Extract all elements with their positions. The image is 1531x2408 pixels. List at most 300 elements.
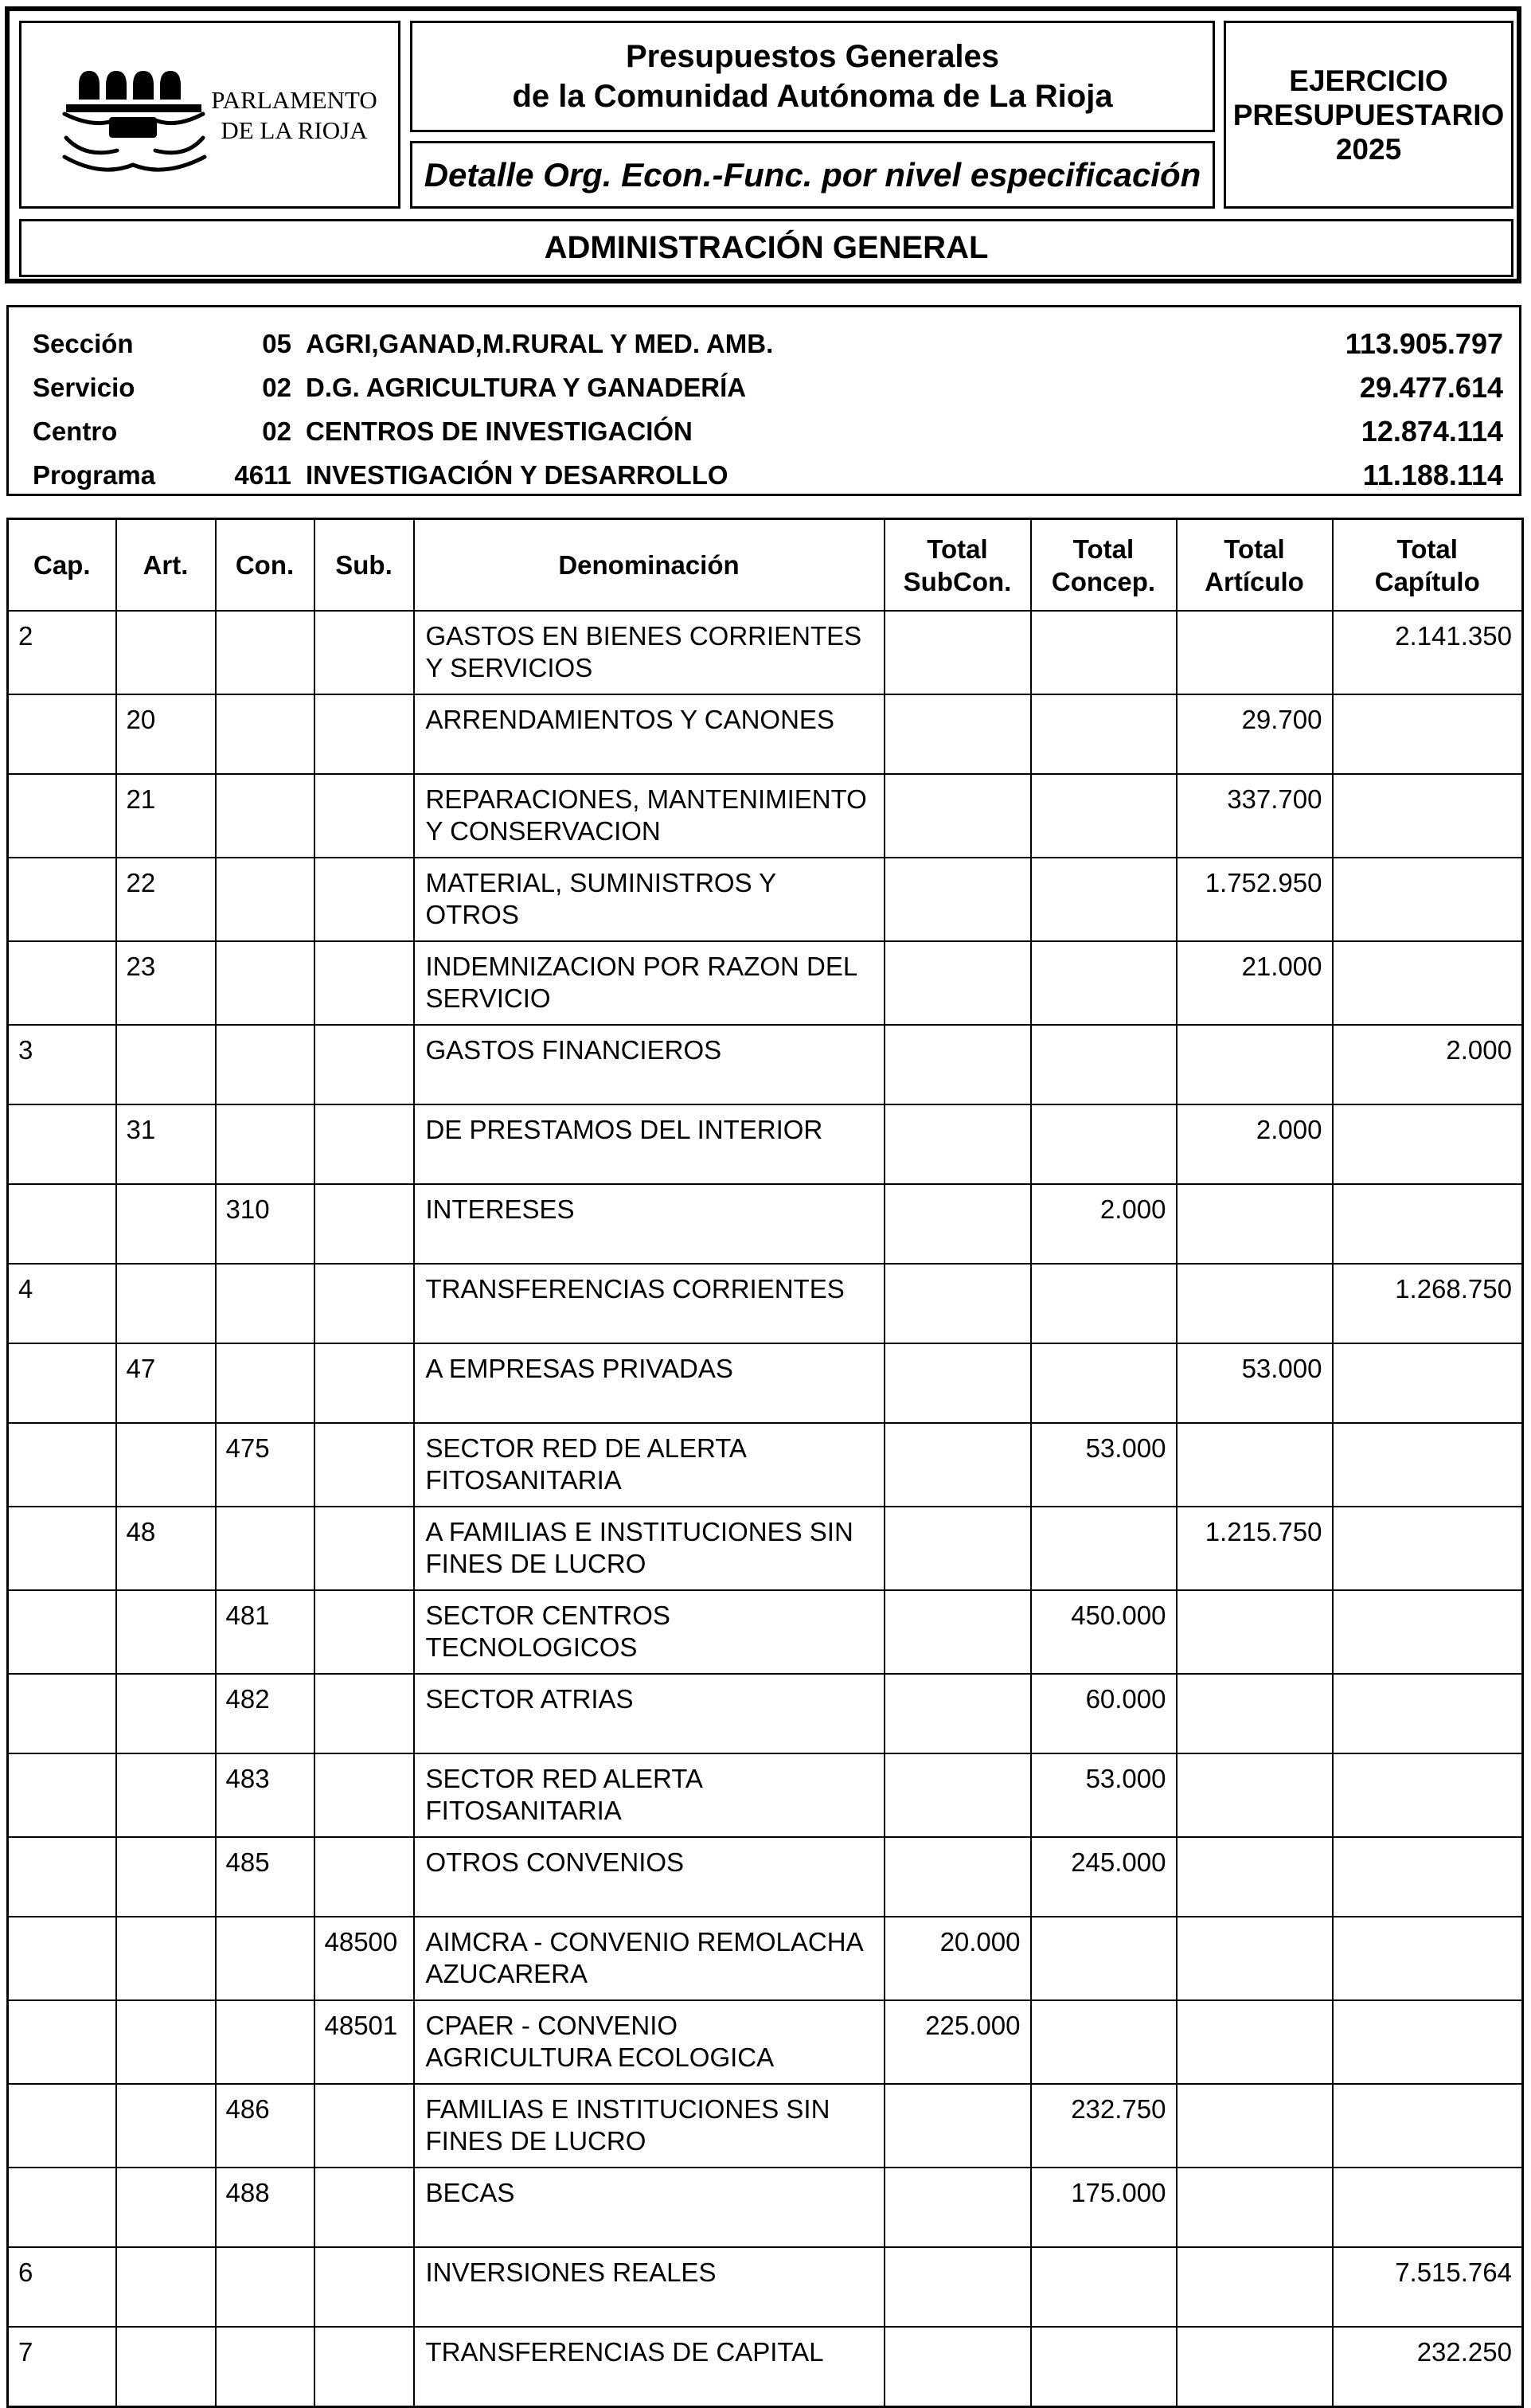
cell-denominacion (414, 941, 885, 1025)
cell-total-articulo (1177, 1423, 1333, 1507)
cell-total-concep: 2.000 (1031, 1184, 1177, 1264)
cell-denominacion (414, 1104, 885, 1184)
cell-art (116, 1917, 216, 2000)
cell-total-concep (1031, 1507, 1177, 1590)
cell-denominacion (414, 774, 885, 858)
header-total-subcon-line2: SubCon. (903, 566, 1012, 596)
summary-amount: 12.874.114 (1361, 415, 1503, 448)
cell-denominacion (414, 1184, 885, 1264)
cell-con (216, 774, 314, 858)
denominacion-line2: AZUCARERA (425, 1959, 588, 1988)
cell-total-articulo (1177, 1264, 1333, 1343)
cell-sub (314, 1025, 414, 1104)
cell-con: 310 (216, 1184, 314, 1264)
cell-total-subcon (885, 1753, 1031, 1837)
cell-total-subcon: 20.000 (885, 1917, 1031, 2000)
denominacion-line1: FAMILIAS E INSTITUCIONES SIN (425, 2094, 830, 2124)
cell-total-subcon (885, 774, 1031, 858)
cell-con (216, 941, 314, 1025)
summary-code: 4611 (234, 460, 291, 490)
denominacion-line1: INDEMNIZACION POR RAZON DEL (425, 952, 858, 981)
denominacion-line2: Y SERVICIOS (425, 653, 593, 682)
denominacion-line1: TRANSFERENCIAS DE CAPITAL (425, 2337, 824, 2367)
denominacion-line1: BECAS (425, 2178, 515, 2207)
cell-total-concep (1031, 2000, 1177, 2084)
cell-con (216, 1917, 314, 2000)
cell-total-subcon (885, 2247, 1031, 2327)
table-row (8, 1917, 1523, 2000)
cell-cap (8, 2000, 116, 2084)
table-row (8, 1837, 1523, 1917)
cell-sub (314, 611, 414, 694)
cell-sub (314, 1184, 414, 1264)
table-row (8, 1674, 1523, 1753)
cell-total-concep (1031, 2247, 1177, 2327)
header-total-articulo (1177, 519, 1333, 612)
cell-total-capitulo (1333, 1104, 1523, 1184)
denominacion-line1: GASTOS EN BIENES CORRIENTES (425, 621, 862, 651)
cell-total-subcon (885, 1184, 1031, 1264)
cell-total-articulo: 21.000 (1177, 941, 1333, 1025)
header-total-concep (1031, 519, 1177, 612)
table-row (8, 2168, 1523, 2247)
denominacion-line2: FINES DE LUCRO (425, 2126, 646, 2156)
cell-sub (314, 1507, 414, 1590)
cell-total-subcon (885, 1343, 1031, 1423)
denominacion-line1: DE PRESTAMOS DEL INTERIOR (425, 1115, 823, 1144)
cell-total-capitulo (1333, 1753, 1523, 1837)
parliament-name-line2: DE LA RIOJA (221, 116, 368, 144)
header-sub: Sub. (314, 519, 414, 612)
cell-art: 22 (116, 858, 216, 941)
cell-art (116, 2084, 216, 2168)
table-row (8, 1590, 1523, 1674)
cell-sub (314, 1104, 414, 1184)
table-row (8, 2327, 1523, 2406)
cell-art (116, 1674, 216, 1753)
denominacion-line1: A FAMILIAS E INSTITUCIONES SIN (425, 1517, 853, 1546)
cell-cap (8, 1917, 116, 2000)
cell-total-capitulo: 232.250 (1333, 2327, 1523, 2406)
cell-total-subcon (885, 611, 1031, 694)
cell-total-subcon (885, 858, 1031, 941)
cell-total-articulo (1177, 2084, 1333, 2168)
cell-total-concep: 53.000 (1031, 1423, 1177, 1507)
denominacion-line1: CPAER - CONVENIO (425, 2011, 678, 2040)
cell-total-capitulo: 7.515.764 (1333, 2247, 1523, 2327)
cell-con: 483 (216, 1753, 314, 1837)
header-total-concep-line2: Concep. (1051, 566, 1156, 596)
cell-cap (8, 858, 116, 941)
cell-art (116, 1753, 216, 1837)
denominacion-line1: AIMCRA - CONVENIO REMOLACHA (425, 1927, 864, 1956)
cell-art: 48 (116, 1507, 216, 1590)
cell-cap (8, 1837, 116, 1917)
cell-sub (314, 1837, 414, 1917)
table-row (8, 1753, 1523, 1837)
cell-denominacion (414, 2327, 885, 2406)
summary-code: 02 (262, 373, 291, 402)
cell-total-articulo (1177, 2000, 1333, 2084)
cell-sub (314, 774, 414, 858)
cell-con: 475 (216, 1423, 314, 1507)
cell-denominacion (414, 1423, 885, 1507)
table-row (8, 1507, 1523, 1590)
header-con: Con. (216, 519, 314, 612)
cell-denominacion (414, 1674, 885, 1753)
cell-cap (8, 2168, 116, 2247)
denominacion-line1: TRANSFERENCIAS CORRIENTES (425, 1274, 845, 1304)
cell-art: 21 (116, 774, 216, 858)
cell-total-capitulo (1333, 1423, 1523, 1507)
denominacion-line2: AGRICULTURA ECOLOGICA (425, 2042, 775, 2072)
cell-sub (314, 941, 414, 1025)
cell-total-concep: 245.000 (1031, 1837, 1177, 1917)
header-total-articulo-line1: Total (1224, 534, 1285, 564)
cell-cap: 4 (8, 1264, 116, 1343)
cell-total-concep (1031, 858, 1177, 941)
cell-con: 481 (216, 1590, 314, 1674)
cell-sub (314, 2084, 414, 2168)
cell-denominacion (414, 2247, 885, 2327)
cell-total-capitulo (1333, 1674, 1523, 1753)
cell-denominacion (414, 1837, 885, 1917)
cell-total-capitulo (1333, 774, 1523, 858)
denominacion-line1: OTROS CONVENIOS (425, 1847, 685, 1877)
table-row (8, 941, 1523, 1025)
cell-con (216, 1264, 314, 1343)
cell-con (216, 2247, 314, 2327)
cell-total-articulo (1177, 1590, 1333, 1674)
denominacion-line2: FINES DE LUCRO (425, 1549, 646, 1578)
report-subtitle: Detalle Org. Econ.-Func. por nivel especificación (410, 141, 1215, 209)
cell-art (116, 2247, 216, 2327)
cell-denominacion (414, 1590, 885, 1674)
cell-total-subcon (885, 694, 1031, 774)
fiscal-year-value: 2025 (1335, 132, 1402, 166)
cell-cap (8, 1104, 116, 1184)
cell-total-concep (1031, 774, 1177, 858)
cell-total-capitulo (1333, 1507, 1523, 1590)
cell-total-subcon (885, 1674, 1031, 1753)
cell-total-concep (1031, 1343, 1177, 1423)
table-header-row (8, 519, 1523, 612)
cell-total-capitulo: 2.000 (1333, 1025, 1523, 1104)
cell-total-capitulo (1333, 1917, 1523, 2000)
denominacion-line1: GASTOS FINANCIEROS (425, 1035, 722, 1065)
denominacion-line1: SECTOR RED DE ALERTA (425, 1433, 747, 1463)
denominacion-line1: REPARACIONES, MANTENIMIENTO (425, 784, 867, 814)
cell-art (116, 2000, 216, 2084)
denominacion-line1: SECTOR RED ALERTA (425, 1764, 703, 1793)
logo-box (19, 21, 400, 209)
cell-con: 486 (216, 2084, 314, 2168)
cell-cap: 6 (8, 2247, 116, 2327)
cell-denominacion (414, 1507, 885, 1590)
table-row (8, 774, 1523, 858)
cell-total-articulo (1177, 611, 1333, 694)
cell-con: 482 (216, 1674, 314, 1753)
summary-label: Centro (33, 416, 118, 446)
cell-cap: 7 (8, 2327, 116, 2406)
cell-total-concep: 175.000 (1031, 2168, 1177, 2247)
cell-total-concep (1031, 2327, 1177, 2406)
cell-total-articulo: 337.700 (1177, 774, 1333, 858)
cell-total-capitulo (1333, 694, 1523, 774)
cell-denominacion (414, 858, 885, 941)
table-row (8, 1343, 1523, 1423)
cell-total-articulo (1177, 1025, 1333, 1104)
summary-label: Programa (33, 460, 156, 490)
cell-con (216, 694, 314, 774)
cell-cap (8, 1507, 116, 1590)
cell-sub (314, 1753, 414, 1837)
summary-name: INVESTIGACIÓN Y DESARROLLO (306, 460, 728, 490)
cell-total-concep (1031, 1104, 1177, 1184)
cell-art (116, 1590, 216, 1674)
summary-code: 05 (262, 329, 291, 358)
denominacion-line2: FITOSANITARIA (425, 1796, 622, 1825)
cell-art: 20 (116, 694, 216, 774)
summary-name: D.G. AGRICULTURA Y GANADERÍA (306, 373, 747, 402)
header-total-subcon (885, 519, 1031, 612)
organizational-summary (6, 305, 1521, 496)
cell-denominacion (414, 2000, 885, 2084)
denominacion-line1: ARRENDAMIENTOS Y CANONES (425, 705, 834, 734)
cell-total-articulo (1177, 2327, 1333, 2406)
denominacion-line2: Y CONSERVACION (425, 816, 661, 846)
cell-total-capitulo: 1.268.750 (1333, 1264, 1523, 1343)
cell-total-concep (1031, 1025, 1177, 1104)
cell-total-capitulo (1333, 1343, 1523, 1423)
cell-cap: 3 (8, 1025, 116, 1104)
fiscal-year-line1: EJERCICIO (1289, 64, 1448, 97)
cell-total-subcon (885, 2168, 1031, 2247)
summary-amount: 29.477.614 (1359, 371, 1503, 404)
summary-row-programa (9, 453, 1519, 498)
parliament-name (197, 85, 392, 146)
cell-total-subcon (885, 1590, 1031, 1674)
denominacion-line2: SERVICIO (425, 983, 551, 1013)
cell-sub (314, 1674, 414, 1753)
cell-denominacion (414, 1025, 885, 1104)
cell-sub: 48500 (314, 1917, 414, 2000)
budget-title-box (410, 21, 1215, 132)
cell-art (116, 1264, 216, 1343)
cell-cap (8, 774, 116, 858)
cell-cap (8, 1753, 116, 1837)
cell-sub (314, 858, 414, 941)
summary-name: AGRI,GANAD,M.RURAL Y MED. AMB. (306, 329, 774, 358)
cell-sub (314, 2247, 414, 2327)
cell-con: 485 (216, 1837, 314, 1917)
cell-total-subcon (885, 1104, 1031, 1184)
denominacion-line1: MATERIAL, SUMINISTROS Y (425, 868, 777, 897)
summary-row-centro (9, 409, 1519, 454)
denominacion-line2: OTROS (425, 900, 519, 929)
summary-code: 02 (262, 416, 291, 446)
cell-art (116, 1423, 216, 1507)
cell-denominacion (414, 2168, 885, 2247)
cell-total-capitulo (1333, 2084, 1523, 2168)
cell-cap (8, 1423, 116, 1507)
summary-label: Sección (33, 329, 134, 358)
cell-total-articulo: 1.752.950 (1177, 858, 1333, 941)
cell-total-subcon (885, 2084, 1031, 2168)
summary-amount: 113.905.797 (1345, 327, 1503, 360)
cell-art (116, 611, 216, 694)
cell-total-articulo (1177, 2247, 1333, 2327)
cell-total-concep (1031, 611, 1177, 694)
cell-sub (314, 1264, 414, 1343)
cell-sub (314, 2327, 414, 2406)
header-total-subcon-line1: Total (927, 534, 988, 564)
summary-row-seccion (9, 322, 1519, 366)
cell-art (116, 1837, 216, 1917)
table-row (8, 611, 1523, 694)
cell-total-concep: 60.000 (1031, 1674, 1177, 1753)
cell-cap (8, 1343, 116, 1423)
cell-denominacion (414, 611, 885, 694)
table-row (8, 2247, 1523, 2327)
cell-art (116, 2168, 216, 2247)
budget-title-line1: Presupuestos Generales (625, 39, 1000, 74)
document-header (5, 6, 1521, 283)
cell-art (116, 1184, 216, 1264)
cell-sub (314, 694, 414, 774)
cell-total-capitulo (1333, 2000, 1523, 2084)
cell-sub: 48501 (314, 2000, 414, 2084)
denominacion-line1: INVERSIONES REALES (425, 2258, 717, 2287)
table-row (8, 1104, 1523, 1184)
summary-amount: 11.188.114 (1362, 459, 1503, 491)
header-total-articulo-line2: Artículo (1205, 566, 1304, 596)
parliament-logo-icon (61, 61, 211, 179)
cell-cap (8, 1184, 116, 1264)
cell-total-articulo: 53.000 (1177, 1343, 1333, 1423)
table-row (8, 694, 1523, 774)
summary-row-servicio (9, 366, 1519, 410)
cell-total-articulo (1177, 1917, 1333, 2000)
cell-con (216, 2000, 314, 2084)
cell-cap (8, 1674, 116, 1753)
cell-cap (8, 1590, 116, 1674)
cell-con (216, 2327, 314, 2406)
cell-total-articulo: 29.700 (1177, 694, 1333, 774)
cell-total-concep (1031, 941, 1177, 1025)
cell-total-capitulo: 2.141.350 (1333, 611, 1523, 694)
cell-total-subcon (885, 1423, 1031, 1507)
cell-total-subcon (885, 2327, 1031, 2406)
cell-total-capitulo (1333, 1590, 1523, 1674)
summary-name: CENTROS DE INVESTIGACIÓN (306, 416, 693, 446)
cell-cap (8, 2084, 116, 2168)
cell-con: 488 (216, 2168, 314, 2247)
cell-sub (314, 1590, 414, 1674)
cell-total-capitulo (1333, 1184, 1523, 1264)
cell-cap: 2 (8, 611, 116, 694)
cell-con (216, 858, 314, 941)
cell-total-concep: 53.000 (1031, 1753, 1177, 1837)
cell-sub (314, 1343, 414, 1423)
header-cap: Cap. (8, 519, 116, 612)
denominacion-line1: SECTOR ATRIAS (425, 1684, 634, 1714)
cell-con (216, 1507, 314, 1590)
cell-con (216, 1104, 314, 1184)
cell-total-articulo (1177, 1674, 1333, 1753)
header-total-capitulo-line2: Capítulo (1374, 566, 1480, 596)
cell-cap (8, 941, 116, 1025)
cell-total-capitulo (1333, 941, 1523, 1025)
table-row (8, 858, 1523, 941)
cell-total-articulo (1177, 2168, 1333, 2247)
cell-total-subcon (885, 1025, 1031, 1104)
summary-label: Servicio (33, 373, 135, 402)
header-art: Art. (116, 519, 216, 612)
cell-total-subcon (885, 1264, 1031, 1343)
cell-total-subcon (885, 1507, 1031, 1590)
denominacion-line1: INTERESES (425, 1194, 575, 1224)
cell-art (116, 1025, 216, 1104)
cell-total-articulo: 1.215.750 (1177, 1507, 1333, 1590)
budget-detail-table (6, 518, 1524, 2408)
header-total-concep-line1: Total (1072, 534, 1135, 564)
cell-total-capitulo (1333, 2168, 1523, 2247)
cell-denominacion (414, 1343, 885, 1423)
budget-title-line2: de la Comunidad Autónoma de La Rioja (512, 79, 1113, 114)
denominacion-line1: SECTOR CENTROS (425, 1601, 670, 1630)
cell-total-articulo (1177, 1753, 1333, 1837)
cell-total-concep: 450.000 (1031, 1590, 1177, 1674)
cell-total-concep: 232.750 (1031, 2084, 1177, 2168)
header-total-capitulo (1333, 519, 1523, 612)
cell-con (216, 1343, 314, 1423)
header-total-capitulo-line1: Total (1396, 534, 1458, 564)
cell-sub (314, 1423, 414, 1507)
cell-cap (8, 694, 116, 774)
cell-sub (314, 2168, 414, 2247)
cell-total-concep (1031, 694, 1177, 774)
cell-total-concep (1031, 1264, 1177, 1343)
cell-total-subcon: 225.000 (885, 2000, 1031, 2084)
cell-denominacion (414, 694, 885, 774)
denominacion-line2: FITOSANITARIA (425, 1465, 622, 1495)
table-row (8, 1184, 1523, 1264)
parliament-name-line1: PARLAMENTO (211, 86, 377, 114)
cell-art: 47 (116, 1343, 216, 1423)
cell-total-subcon (885, 1837, 1031, 1917)
cell-total-subcon (885, 941, 1031, 1025)
cell-denominacion (414, 1917, 885, 2000)
table-row (8, 1264, 1523, 1343)
cell-total-articulo: 2.000 (1177, 1104, 1333, 1184)
cell-con (216, 1025, 314, 1104)
header-denominacion: Denominación (414, 519, 885, 612)
cell-total-capitulo (1333, 858, 1523, 941)
table-row (8, 1025, 1523, 1104)
cell-art (116, 2327, 216, 2406)
cell-total-concep (1031, 1917, 1177, 2000)
cell-denominacion (414, 1753, 885, 1837)
denominacion-line2: TECNOLOGICOS (425, 1632, 638, 1662)
cell-total-articulo (1177, 1837, 1333, 1917)
table-row (8, 2000, 1523, 2084)
cell-denominacion (414, 1264, 885, 1343)
cell-art: 23 (116, 941, 216, 1025)
cell-con (216, 611, 314, 694)
fiscal-year-box (1224, 21, 1513, 209)
cell-total-capitulo (1333, 1837, 1523, 1917)
